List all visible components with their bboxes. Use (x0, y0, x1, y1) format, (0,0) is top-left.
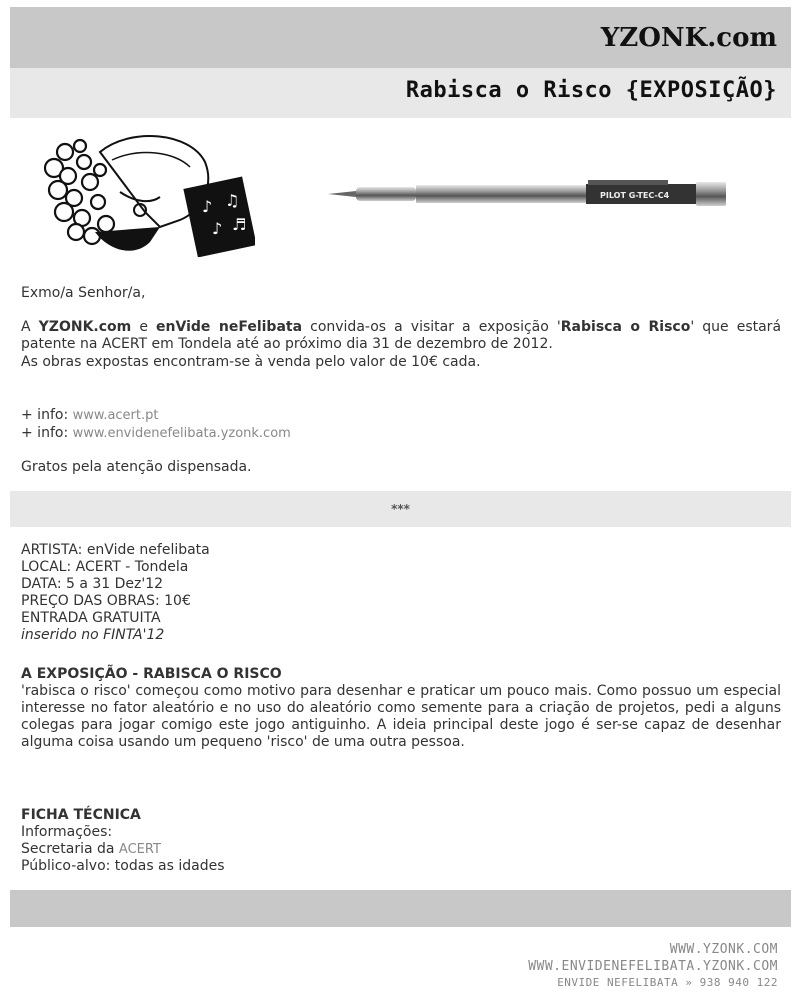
info-line-acert: + info: www.acert.pt (21, 407, 159, 423)
exhibition-description: 'rabisca o risco' começou como motivo para desenhar e praticar um pouco mais. Como possuo um especial interesse no fator aleatório e no uso do aleatório como semente para a criação de projetos, pedi a alguns colegas para jogar comigo este jogo antiguinho. A ideia principal deste jogo é ser-se capaz de desenhar alguma coisa usando um pequeno 'risco' de uma outra pessoa. (21, 683, 781, 750)
exhibition-name: Rabisca o Risco (560, 319, 691, 335)
pen-label: PILOT G-TEC-C4 (600, 191, 670, 200)
brand-logo-text[interactable]: YZONK.com (600, 23, 777, 53)
detail-entrada: ENTRADA GRATUITA (21, 610, 161, 626)
svg-text:♪: ♪ (202, 197, 213, 216)
exhibition-heading: A EXPOSIÇÃO - RABISCA O RISCO (21, 666, 282, 682)
greeting: Exmo/a Senhor/a, (21, 285, 146, 301)
ficha-secretaria: Secretaria da ACERT (21, 841, 161, 857)
footer-band (10, 890, 791, 927)
svg-text:♬: ♬ (232, 215, 247, 234)
footer-contact: ENVIDE NEFELIBATA » 938 940 122 (557, 976, 778, 989)
footer-envide-link[interactable]: WWW.ENVIDENEFELIBATA.YZONK.COM (528, 959, 778, 974)
acert-secretaria-link[interactable]: ACERT (118, 842, 161, 857)
character-illustration (40, 132, 255, 257)
ficha-publico: Público-alvo: todas as idades (21, 858, 225, 874)
footer-site-link[interactable]: WWW.YZONK.COM (669, 942, 778, 957)
ficha-info: Informações: (21, 824, 113, 840)
svg-text:♫: ♫ (225, 191, 240, 210)
detail-preco: PREÇO DAS OBRAS: 10€ (21, 593, 191, 609)
artist-name: enVide neFelibata (156, 319, 303, 335)
detail-artista: ARTISTA: enVide nefelibata (21, 542, 210, 558)
envide-link[interactable]: www.envidenefelibata.yzonk.com (72, 426, 291, 441)
detail-finta: inserido no FINTA'12 (21, 627, 165, 643)
thanks-line: Gratos pela atenção dispensada. (21, 459, 252, 475)
header-band (10, 7, 791, 68)
svg-text:♪: ♪ (212, 219, 223, 238)
ficha-heading: FICHA TÉCNICA (21, 807, 141, 823)
invitation-paragraph: A YZONK.com e enVide neFelibata convida-os a visitar a exposição 'Rabisca o Risco' que estará patente na ACERT em Tondela até ao próximo dia 31 de dezembro de 2012. (21, 319, 782, 352)
price-line: As obras expostas encontram-se à venda pelo valor de 10€ cada. (21, 354, 481, 370)
acert-link[interactable]: www.acert.pt (72, 408, 159, 423)
brand-name: YZONK.com (38, 319, 132, 335)
info-line-envide: + info: www.envidenefelibata.yzonk.com (21, 425, 291, 441)
details-block (21, 542, 781, 644)
ficha-block (21, 824, 781, 875)
detail-data: DATA: 5 a 31 Dez'12 (21, 576, 164, 592)
page-title: Rabisca o Risco {EXPOSIÇÃO} (405, 78, 777, 103)
title-band (10, 68, 791, 118)
section-divider: *** (10, 491, 791, 527)
pen-image (328, 174, 731, 214)
detail-local: LOCAL: ACERT - Tondela (21, 559, 189, 575)
